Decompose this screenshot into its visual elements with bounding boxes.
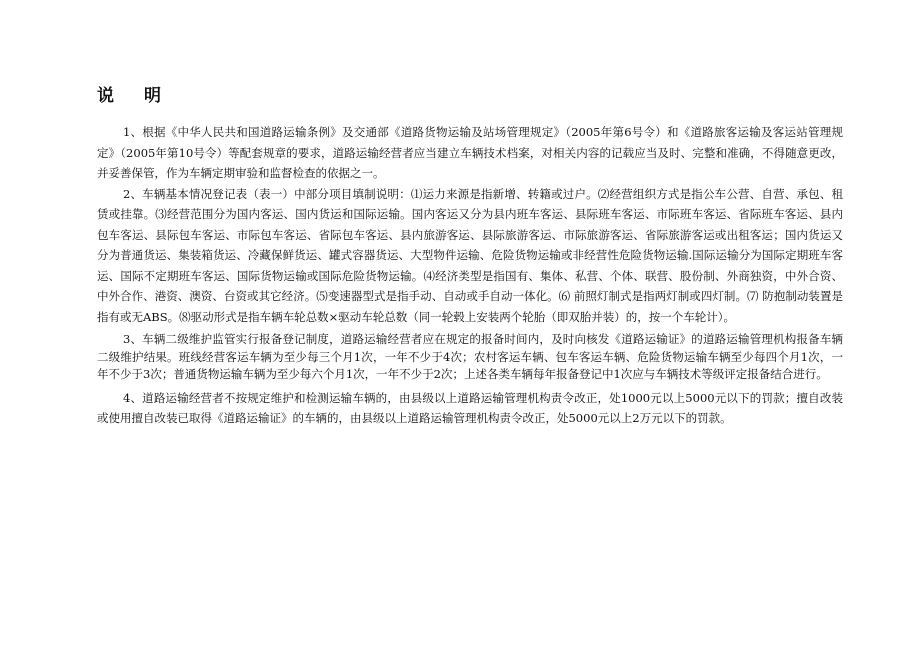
paragraph-3: 3、车辆二级维护监管实行报备登记制度，道路运输经营者应在规定的报备时间内，及时向核发《道路运输证》的道路运输管理机构报备车辆二级维护结果。班线经营客运车辆为至少每三个月1次，一年不少于4次；农村客运车辆、包车客运车辆、危险货物运输车辆至少每四个月1次，一年不少于3次；普通货物运输车辆为至少每六个月1次，一年不少于2次；上述各类车辆每年报备登记中1次应与车辆技术等级评定报备结合进行。	[97, 332, 843, 381]
paragraph-2: 2、车辆基本情况登记表（表一）中部分项目填制说明：⑴运力来源是指新增、转籍或过户。⑵经营组织方式是指公车公营、自营、承包、租赁或挂靠。⑶经营范围分为国内客运、国内货运和国际运输。国内客运又分为县内班车客运、县际班车客运、市际班车客运、省际班车客运、县内包车客运、县际包车客运、市际包车客运、省际包车客运、县内旅游客运、县际旅游客运、市际旅游客运、省际旅游客运或出租客运；国内货运又分为普通货运、集装箱货运、冷藏保鲜货运、罐式容器货运、大型物件运输、危险货物运输或非经营性危险货物运输.国际运输分为国际定期班车客运、国际不定期班车客运、国际货物运输或国际危险货物运输。⑷经济类型是指国有、集体、私营、个体、联营、股份制、外商独资，中外合资、中外合作、港资、澳资、台资或其它经济。⑸变速器型式是指手动、自动或手自动一体化。⑹ 前照灯制式是指两灯制或四灯制。⑺ 防抱制动装置是指有或无ABS。⑻驱动形式是指车辆车轮总数×驱动车轮总数（同一轮毂上安装两个轮胎（即双胎并装）的，按一个车轮计）。	[97, 186, 843, 324]
document-body	[97, 122, 843, 429]
paragraph-1: 1、根据《中华人民共和国道路运输条例》及交通部《道路货物运输及站场管理规定》（2005年第6号令）和《道路旅客运输及客运站管理规定》（2005年第10号令）等配套规章的要求，道路运输经营者应当建立车辆技术档案，对相关内容的记载应当及时、完整和准确，不得随意更改，并妥善保管，作为车辆定期审验和监督检查的依据之一。	[97, 125, 843, 180]
paragraph-4: 4、道路运输经营者不按规定维护和检测运输车辆的，由县级以上道路运输管理机构责令改正，处1000元以上5000元以下的罚款；擅自改装或使用擅自改装已取得《道路运输证》的车辆的，由县级以上道路运输管理机构责令改正，处5000元以上2万元以下的罚款。	[97, 390, 843, 425]
page-title: 说明	[97, 86, 191, 106]
